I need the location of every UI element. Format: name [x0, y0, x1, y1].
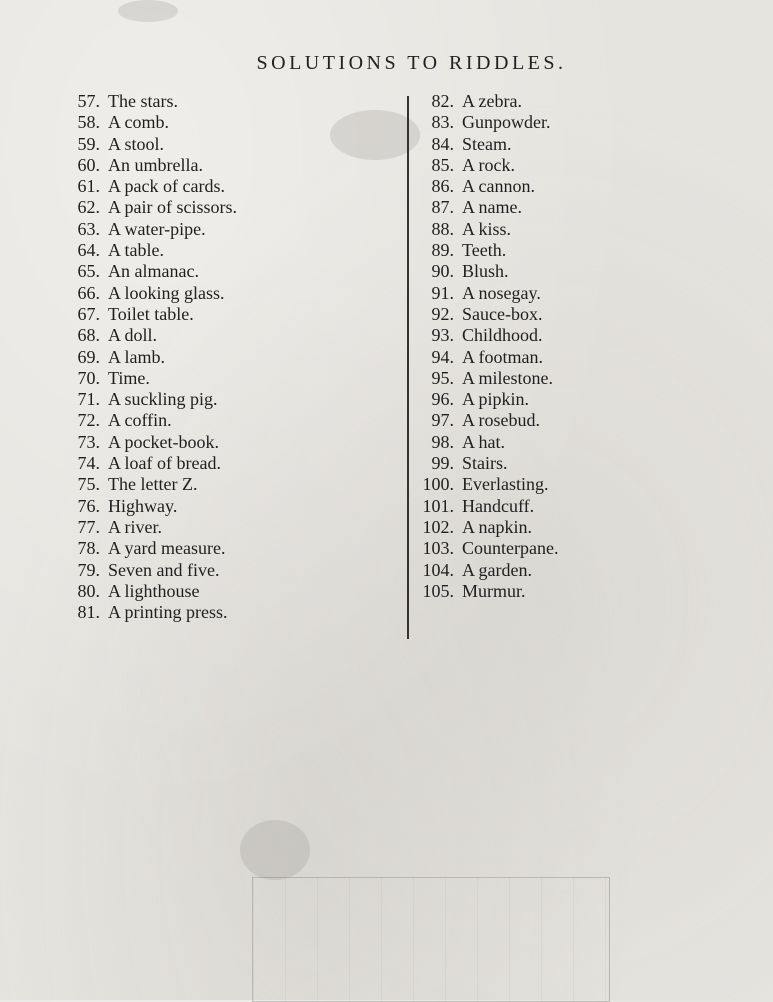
answer-text: Seven and five. — [108, 559, 220, 580]
answer-text: A stool. — [108, 133, 165, 154]
answers-left-column — [70, 91, 237, 623]
answer-entry — [414, 538, 558, 559]
answer-entry — [414, 496, 558, 517]
answer-text: A cannon. — [462, 176, 535, 197]
answer-entry — [414, 176, 558, 197]
answer-text: A name. — [462, 197, 522, 218]
answer-number: 76. — [77, 495, 100, 516]
answer-entry — [70, 240, 237, 261]
paper-stain — [118, 0, 178, 22]
answer-number: 96. — [431, 389, 454, 410]
answer-entry — [414, 197, 558, 218]
answer-text: A suckling pig. — [108, 389, 218, 410]
answer-entry — [414, 517, 558, 538]
answer-entry — [70, 560, 237, 581]
answer-entry — [414, 432, 558, 453]
answer-text: A napkin. — [462, 516, 532, 537]
answer-entry — [414, 261, 558, 282]
answer-number: 85. — [431, 154, 454, 175]
answer-number: 98. — [431, 431, 454, 452]
answer-number: 81. — [77, 602, 100, 623]
answer-number: 78. — [77, 538, 100, 559]
answer-entry — [70, 176, 237, 197]
answer-entry — [70, 432, 237, 453]
answer-text: Gunpowder. — [462, 112, 551, 133]
answer-number: 97. — [431, 410, 454, 431]
answer-number: 60. — [77, 154, 100, 175]
answer-number: 86. — [431, 176, 454, 197]
answer-entry — [70, 283, 237, 304]
answer-number: 94. — [431, 346, 454, 367]
column-divider — [407, 96, 409, 639]
answer-entry — [414, 325, 558, 346]
answer-number: 82. — [431, 91, 454, 111]
answer-entry — [414, 155, 558, 176]
answer-entry — [70, 368, 237, 389]
answer-number: 70. — [77, 367, 100, 388]
page-title: SOLUTIONS TO RIDDLES. — [256, 52, 567, 74]
answer-text: A footman. — [462, 346, 543, 367]
answer-text: A printing press. — [108, 602, 228, 623]
show-through-impression — [252, 877, 610, 1002]
answer-entry — [414, 560, 558, 581]
answer-number: 99. — [431, 453, 454, 474]
answer-entry — [70, 347, 237, 368]
answer-text: A rock. — [462, 154, 515, 175]
answer-entry — [414, 453, 558, 474]
answer-number: 75. — [77, 474, 100, 495]
answer-entry — [70, 517, 237, 538]
answer-number: 73. — [77, 431, 100, 452]
answer-text: A kiss. — [462, 218, 512, 239]
answer-entry — [70, 389, 237, 410]
answer-number: 65. — [77, 261, 100, 282]
answer-number: 68. — [77, 325, 100, 346]
answer-entry — [70, 304, 237, 325]
answer-text: A pocket-book. — [108, 431, 219, 452]
answer-number: 89. — [431, 240, 454, 261]
answer-number: 74. — [77, 453, 100, 474]
answer-text: Handcuff. — [462, 495, 535, 516]
answer-number: 83. — [431, 112, 454, 133]
answer-number: 57. — [77, 91, 100, 111]
answer-text: A rosebud. — [462, 410, 540, 431]
answer-number: 64. — [77, 240, 100, 261]
answer-entry — [70, 538, 237, 559]
answer-entry — [70, 155, 237, 176]
answer-entry — [70, 134, 237, 155]
answer-entry — [414, 410, 558, 431]
answer-text: Blush. — [462, 261, 509, 282]
answer-number: 69. — [77, 346, 100, 367]
answer-entry — [70, 410, 237, 431]
answer-number: 87. — [431, 197, 454, 218]
answer-text: A lamb. — [108, 346, 165, 367]
answer-entry — [414, 347, 558, 368]
answer-text: A milestone. — [462, 367, 553, 388]
answer-entry — [70, 453, 237, 474]
answer-text: Steam. — [462, 133, 512, 154]
answer-number: 77. — [77, 516, 100, 537]
answer-entry — [414, 474, 558, 495]
answer-number: 71. — [77, 389, 100, 410]
answer-number: 88. — [431, 218, 454, 239]
answer-text: Toilet table. — [108, 303, 194, 324]
answer-text: A water-pipe. — [108, 218, 206, 239]
answer-entry — [70, 496, 237, 517]
answer-entry — [414, 283, 558, 304]
answer-text: An umbrella. — [108, 154, 203, 175]
answer-entry — [70, 602, 237, 623]
answer-text: A looking glass. — [108, 282, 225, 303]
answer-entry — [414, 240, 558, 261]
answer-number: 80. — [77, 580, 100, 601]
answer-entry — [414, 304, 558, 325]
answer-text: Counterpane. — [462, 538, 559, 559]
answer-number: 67. — [77, 303, 100, 324]
answer-entry — [70, 219, 237, 240]
answer-number: 72. — [77, 410, 100, 431]
answer-entry — [414, 219, 558, 240]
answer-text: Stairs. — [462, 453, 508, 474]
answer-entry — [70, 197, 237, 218]
answer-text: A nosegay. — [462, 282, 541, 303]
answer-number: 90. — [431, 261, 454, 282]
answer-number: 104. — [422, 559, 454, 580]
answer-entry — [414, 134, 558, 155]
answer-entry — [70, 581, 237, 602]
answer-text: A garden. — [462, 559, 532, 580]
answer-number: 62. — [77, 197, 100, 218]
answer-text: The letter Z. — [108, 474, 198, 495]
answer-number: 79. — [77, 559, 100, 580]
answer-entry — [414, 389, 558, 410]
answer-text: Teeth. — [462, 240, 507, 261]
answer-text: A yard measure. — [108, 538, 226, 559]
answer-text: A pair of scissors. — [108, 197, 237, 218]
answer-entry — [70, 261, 237, 282]
answer-number: 59. — [77, 133, 100, 154]
answer-text: A pack of cards. — [108, 176, 225, 197]
answer-text: Childhood. — [462, 325, 543, 346]
answer-entry — [70, 474, 237, 495]
answer-number: 91. — [431, 282, 454, 303]
answer-number: 101. — [422, 495, 454, 516]
answer-number: 84. — [431, 133, 454, 154]
answer-text: A pipkin. — [462, 389, 530, 410]
answer-text: A river. — [108, 516, 162, 537]
answer-text: A hat. — [462, 431, 505, 452]
answer-number: 58. — [77, 112, 100, 133]
answer-entry — [70, 112, 237, 133]
answer-text: A coffin. — [108, 410, 172, 431]
answer-number: 103. — [422, 538, 454, 559]
answer-text: Highway. — [108, 495, 178, 516]
answer-text: Time. — [108, 367, 150, 388]
paper-stain — [240, 820, 310, 880]
answer-number: 105. — [422, 580, 454, 601]
answer-text: The stars. — [108, 91, 178, 111]
answer-text: Everlasting. — [462, 474, 549, 495]
answer-text: A table. — [108, 240, 164, 261]
answer-number: 63. — [77, 218, 100, 239]
answer-text: A loaf of bread. — [108, 453, 221, 474]
answer-text: Murmur. — [462, 580, 526, 601]
answer-text: A comb. — [108, 112, 169, 133]
answer-number: 100. — [422, 474, 454, 495]
answer-number: 66. — [77, 282, 100, 303]
answer-number: 95. — [431, 367, 454, 388]
answer-text: A doll. — [108, 325, 158, 346]
answer-number: 93. — [431, 325, 454, 346]
answer-text: Sauce-box. — [462, 303, 543, 324]
answer-entry — [414, 581, 558, 602]
answer-number: 61. — [77, 176, 100, 197]
answer-number: 92. — [431, 303, 454, 324]
answers-right-column — [414, 91, 558, 602]
answer-entry — [414, 91, 558, 112]
answer-text: A lighthouse — [108, 580, 200, 601]
answer-number: 102. — [422, 516, 454, 537]
answer-text: An almanac. — [108, 261, 199, 282]
answer-text: A zebra. — [462, 91, 522, 111]
answer-entry — [414, 368, 558, 389]
answer-entry — [70, 325, 237, 346]
answer-entry — [70, 91, 237, 112]
answer-entry — [414, 112, 558, 133]
